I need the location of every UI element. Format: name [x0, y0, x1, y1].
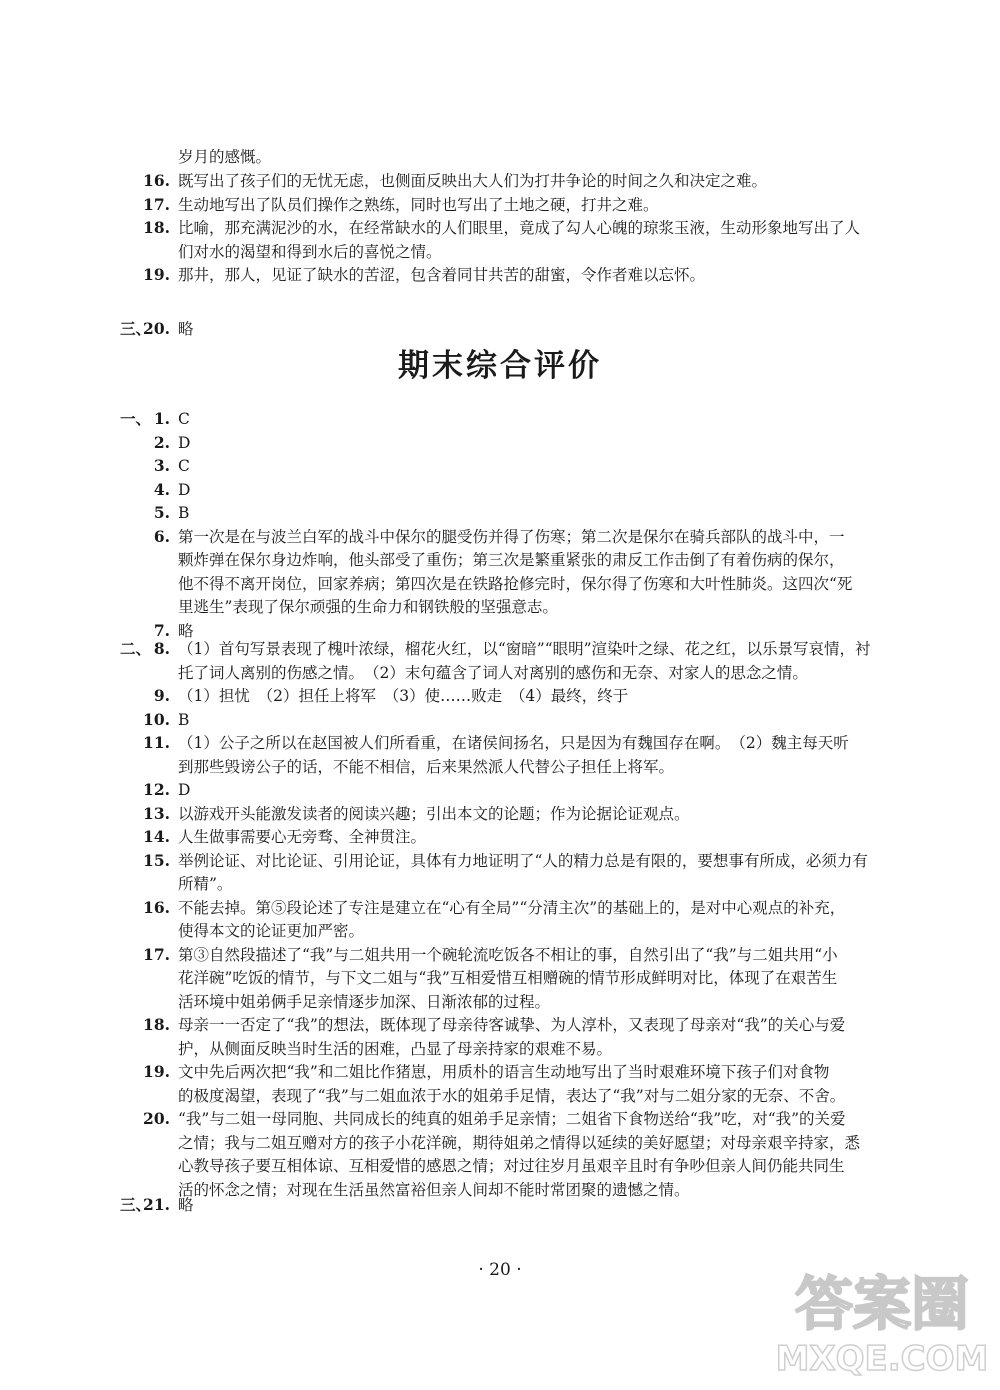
item-text-line: （1）担忧 （2）担任上将军 （3）使……败走 （4）最终，终于: [178, 687, 629, 705]
item-number: 17.: [143, 194, 170, 214]
item-number: 12.: [143, 780, 170, 799]
item-number: 16.: [143, 171, 170, 190]
item-text: 略: [178, 1196, 194, 1214]
item-number: 19.: [143, 1062, 170, 1081]
item-text-line: 活的怀念之情；对现在生活虽然富裕但亲人间却不能时常团聚的遗憾之情。: [178, 1180, 690, 1199]
item-text-line: 心教导孩子要互相体谅、互相爱惜的感恩之情；对过往岁月虽艰辛且时有争吵但亲人间仍能共同生: [178, 1157, 845, 1175]
item-text-line: C: [178, 457, 190, 475]
part-three-label: 三、: [120, 1195, 152, 1214]
item-text-line: 第③自然段描述了“我”与二姐共用一个碗轮流吃饭各不相让的事，自然引出了“我”与二姐共用“小: [178, 945, 838, 964]
item-number: 15.: [143, 850, 170, 870]
item-text: 略: [178, 320, 194, 338]
item-text-line: “我”与二姐一母同胞、共同成长的纯真的姐弟手足亲情；二姐省下食物送给“我”吃，对“我”的关爱: [178, 1110, 846, 1128]
watermark-sub-text: MXQE.COM: [775, 1339, 989, 1379]
watermark-main-text: 答案圈: [794, 1270, 970, 1338]
section-three-label: 三、: [120, 319, 152, 338]
part-two-label: 二、: [120, 639, 152, 658]
item-number: 2.: [153, 432, 170, 452]
item-number: 9.: [153, 686, 170, 705]
item-text-line: 之情；我与二姐互赠对方的孩子小花洋碗，期待姐弟之情得以延续的美好愿望；对母亲艰辛持家，悉: [178, 1133, 861, 1152]
item-text-line: 文中先后两次把“我”和二姐比作猪崽，用质朴的语言生动地写出了当时艰难环境下孩子们对食物: [178, 1063, 830, 1081]
item-text-line: （1）首句写景表现了槐叶浓绿，榴花火红，以“窗暗”“眼明”渲染叶之绿、花之红，以乐景写哀情，衬: [178, 640, 871, 658]
item-text-line: D: [178, 781, 191, 799]
item-text-line: 护，从侧面反映当时生活的困难，凸显了母亲持家的艰难不易。: [178, 1039, 613, 1058]
item-number: 4.: [153, 479, 170, 499]
item-number: 20.: [143, 319, 170, 338]
item-text-line: 到那些毁谤公子的话，不能不相信，后来果然派人代替公子担任上将军。: [178, 757, 675, 776]
item-text-line: 那井，那人，见证了缺水的苦涩，包含着同甘共苦的甜蜜，令作者难以忘怀。: [178, 266, 706, 284]
item-text-line: B: [178, 710, 190, 729]
item-text-line: 的极度渴望，表现了“我”与二姐血浓于水的姐弟手足情，表达了“我”对与二姐分家的无奈、不舍。: [178, 1086, 846, 1105]
item-number: 20.: [143, 1109, 170, 1128]
item-number: 13.: [143, 803, 170, 823]
item-text-line: D: [178, 480, 191, 499]
item-number: 3.: [153, 456, 170, 475]
item-number: 17.: [143, 944, 170, 964]
item-text-line: 活环境中姐弟俩手足亲情逐步加深、日渐浓郁的过程。: [178, 992, 551, 1011]
item-text-line: 托了词人离别的伤感之情。 （2）末句蕴含了词人对离别的感伤和无奈、对家人的思念之情。: [178, 663, 808, 682]
item-text-line: C: [178, 410, 190, 428]
item-text-line: 比喻，那充满泥沙的水，在经常缺水的人们眼里，竟成了勾人心魄的琼浆玉液，生动形象地写出了人: [178, 219, 861, 237]
item-number: 19.: [143, 265, 170, 284]
part-one-label: 一、: [120, 409, 152, 428]
continuation-line: 岁月的感慨。: [178, 148, 272, 166]
item-number: 11.: [143, 733, 170, 752]
item-text-line: 母亲一一否定了“我”的想法，既体现了母亲待客诚挚、为人淳朴，又表现了母亲对“我”的关心与爱: [178, 1016, 846, 1034]
item-number: 14.: [143, 827, 170, 846]
item-text-line: 们对水的渴望和得到水后的喜悦之情。: [178, 242, 442, 261]
item-text-line: 里逃生”表现了保尔顽强的生命力和钢铁般的坚强意志。: [178, 598, 558, 616]
item-number: 6.: [153, 526, 170, 546]
item-text-line: 所精”。: [178, 875, 233, 893]
item-text-line: 使得本文的论证更加严密。: [178, 922, 365, 940]
item-text-line: 以游戏开头能激发读者的阅读兴趣；引出本文的论题；作为论据论证观点。: [178, 804, 690, 823]
item-number: 18.: [143, 218, 170, 237]
page-number: · 20 ·: [478, 1260, 522, 1280]
item-text-line: 不能去掉。第⑤段论述了专注是建立在“心有全局”“分清主次”的基础上的，是对中心观点的补充，: [178, 898, 846, 917]
item-text-line: 举例论证、对比论证、引用论证，具体有力地证明了“人的精力总是有限的，要想事有所成，必须力有: [178, 851, 868, 870]
item-text-line: 花洋碗”吃饭的情节，与下文二姐与“我”互相爱惜互相赠碗的情节形成鲜明对比，体现了在艰苦生: [178, 969, 838, 987]
item-number: 16.: [143, 897, 170, 917]
item-number: 7.: [153, 620, 170, 640]
page-title: 期末综合评价: [398, 348, 602, 384]
item-number: 21.: [143, 1195, 170, 1214]
item-text-line: 略: [178, 621, 194, 640]
item-text-line: 第一次是在与波兰白军的战斗中保尔的腿受伤并得了伤寒；第二次是保尔在骑兵部队的战斗中，一: [178, 527, 845, 546]
item-number: 18.: [143, 1015, 170, 1034]
item-text-line: 颗炸弹在保尔身边炸响，他头部受了重伤；第三次是繁重紧张的肃反工作击倒了有着伤病的保尔，: [178, 551, 845, 569]
item-number: 1.: [153, 409, 170, 428]
item-number: 8.: [153, 639, 170, 658]
item-text-line: 人生做事需要心无旁骛、全神贯注。: [178, 828, 427, 846]
watermark-logo: [762, 1242, 992, 1382]
item-text-line: 他不得不离开岗位，回家养病；第四次是在铁路抢修完时，保尔得了伤寒和大叶性肺炎。这四次“死: [178, 574, 853, 593]
item-text-line: B: [178, 504, 190, 522]
item-number: 10.: [143, 709, 170, 729]
item-number: 5.: [153, 503, 170, 522]
item-text-line: 既写出了孩子们的无忧无虑，也侧面反映出大人们为打井争论的时间之久和决定之难。: [178, 172, 768, 190]
item-text-line: （1）公子之所以在赵国被人们所看重，在诸侯间扬名，只是因为有魏国存在啊。 （2）魏主每天听: [178, 734, 849, 752]
item-text-line: 生动地写出了队员们操作之熟练，同时也写出了土地之硬，打井之难。: [178, 195, 659, 214]
item-text-line: D: [178, 433, 191, 452]
